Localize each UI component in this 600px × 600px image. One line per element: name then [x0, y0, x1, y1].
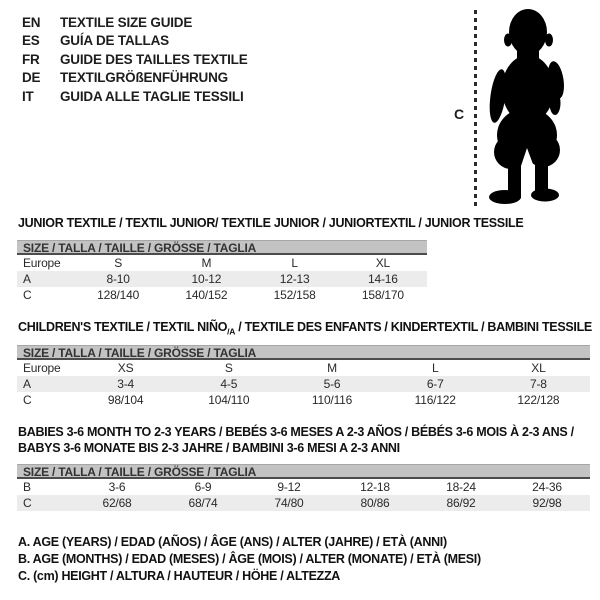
height-cell: 140/152: [185, 288, 228, 302]
table-row-europe: [17, 360, 590, 376]
size-header-bar: SIZE / TALLA / TAILLE / GRÖSSE / TAGLIA: [17, 464, 590, 479]
size-cell: S: [114, 256, 123, 270]
height-cell: 116/122: [414, 393, 456, 407]
language-code: ES: [22, 33, 40, 49]
size-cell: M: [327, 361, 337, 375]
row-label: Europe: [23, 361, 61, 375]
height-cell: 68/74: [188, 496, 218, 510]
age-cell: 18-24: [446, 480, 476, 494]
language-row-en: [22, 13, 248, 32]
language-row-fr: [22, 50, 248, 69]
row-label: C: [23, 496, 32, 510]
note-age-months: B. AGE (MONTHS) / EDAD (MESES) / ÂGE (MOIS) / ALTER (MONATE) / ETÀ (MESI): [18, 552, 481, 567]
babies-size-table: [17, 464, 590, 511]
babies-table-title: [18, 425, 593, 456]
language-row-it: [22, 87, 248, 106]
language-code: IT: [22, 88, 34, 104]
table-row-age: [17, 271, 427, 287]
age-cell: 6-9: [194, 480, 212, 494]
babies-title-line2: BABYS 3-6 MONATE BIS 2-3 JAHRE / BAMBINI 3-6 MESI A 2-3 ANNI: [18, 440, 400, 455]
children-table-title: [18, 320, 592, 337]
table-row-age-months: [17, 479, 590, 495]
row-label: A: [23, 377, 31, 391]
height-cell: 152/158: [273, 288, 316, 302]
age-cell: 5-6: [323, 377, 341, 391]
table-row-height: [17, 495, 590, 511]
age-cell: 12-13: [279, 272, 310, 286]
row-label: B: [23, 480, 31, 494]
row-label: C: [23, 288, 32, 302]
age-cell: 10-12: [191, 272, 222, 286]
size-cell: S: [224, 361, 233, 375]
height-cell: 62/68: [102, 496, 132, 510]
height-cell: 122/128: [517, 393, 560, 407]
age-cell: 12-18: [360, 480, 390, 494]
height-cell: 86/92: [446, 496, 476, 510]
height-measure-dotted-line: [474, 10, 477, 208]
table-row-europe: [17, 255, 427, 271]
height-cell: 98/104: [107, 393, 144, 407]
junior-size-table: [17, 240, 427, 303]
table-row-height: [17, 287, 427, 303]
note-age-years: A. AGE (YEARS) / EDAD (AÑOS) / ÂGE (ANS) / ALTER (JAHRE) / ETÀ (ANNI): [18, 535, 447, 549]
age-cell: 24-36: [532, 480, 562, 494]
age-cell: 4-5: [220, 377, 238, 391]
size-cell: M: [201, 256, 212, 270]
table-row-height: [17, 392, 590, 408]
row-label: A: [23, 272, 31, 286]
table-row-age: [17, 376, 590, 392]
child-figure: [448, 5, 598, 210]
height-cell: 110/116: [311, 393, 353, 407]
children-title-subscript: /A: [227, 326, 236, 337]
language-row-es: [22, 32, 248, 51]
size-cell: XS: [117, 361, 134, 375]
height-cell: 158/170: [361, 288, 404, 302]
height-cell: 104/110: [208, 393, 250, 407]
babies-title-line1: BABIES 3-6 MONTH TO 2-3 YEARS / BEBÉS 3-6 MESES A 2-3 AÑOS / BÉBÉS 3-6 MOIS À 2-3 ANS /: [18, 425, 574, 439]
age-cell: 8-10: [106, 272, 130, 286]
language-label: GUÍA DE TALLAS: [60, 33, 169, 49]
age-cell: 3-4: [117, 377, 134, 391]
language-label: TEXTILGRÖßENFÜHRUNG: [60, 70, 228, 86]
size-header-bar: SIZE / TALLA / TAILLE / GRÖSSE / TAGLIA: [17, 345, 590, 360]
language-list: [22, 13, 248, 106]
children-title-post: / TEXTILE DES ENFANTS / KINDERTEXTIL / BAMBINI TESSILE: [235, 320, 592, 334]
height-cell: 92/98: [532, 496, 562, 510]
children-title-pre: CHILDREN'S TEXTILE / TEXTIL NIÑO: [18, 320, 228, 334]
language-row-de: [22, 69, 248, 88]
language-label: GUIDA ALLE TAGLIE TESSILI: [60, 88, 244, 104]
age-cell: 14-16: [368, 272, 398, 286]
language-code: EN: [22, 14, 41, 30]
size-cell: XL: [531, 361, 546, 375]
row-label: C: [23, 393, 32, 407]
language-code: DE: [22, 70, 41, 86]
size-cell: L: [291, 256, 298, 270]
height-cell: 128/140: [97, 288, 140, 302]
size-header-bar: SIZE / TALLA / TAILLE / GRÖSSE / TAGLIA: [17, 240, 427, 255]
size-cell: L: [431, 361, 439, 375]
legend-notes: [18, 535, 481, 587]
toddler-silhouette-icon: [483, 8, 571, 206]
height-cell: 80/86: [360, 496, 390, 510]
language-code: FR: [22, 51, 40, 67]
row-label: Europe: [23, 256, 61, 270]
height-cell: 74/80: [274, 496, 304, 510]
age-cell: 6-7: [426, 377, 444, 391]
children-size-table: [17, 345, 590, 408]
size-cell: XL: [375, 256, 391, 270]
height-measure-label: C: [454, 106, 465, 122]
note-height-cm: C. (cm) HEIGHT / ALTURA / HAUTEUR / HÖHE / ALTEZZA: [18, 569, 341, 584]
language-label: TEXTILE SIZE GUIDE: [60, 14, 193, 30]
age-cell: 3-6: [108, 480, 126, 494]
junior-table-title: JUNIOR TEXTILE / TEXTIL JUNIOR/ TEXTILE JUNIOR / JUNIORTEXTIL / JUNIOR TESSILE: [18, 216, 524, 230]
age-cell: 7-8: [530, 377, 547, 391]
age-cell: 9-12: [277, 480, 301, 494]
language-label: GUIDE DES TAILLES TEXTILE: [60, 51, 248, 67]
